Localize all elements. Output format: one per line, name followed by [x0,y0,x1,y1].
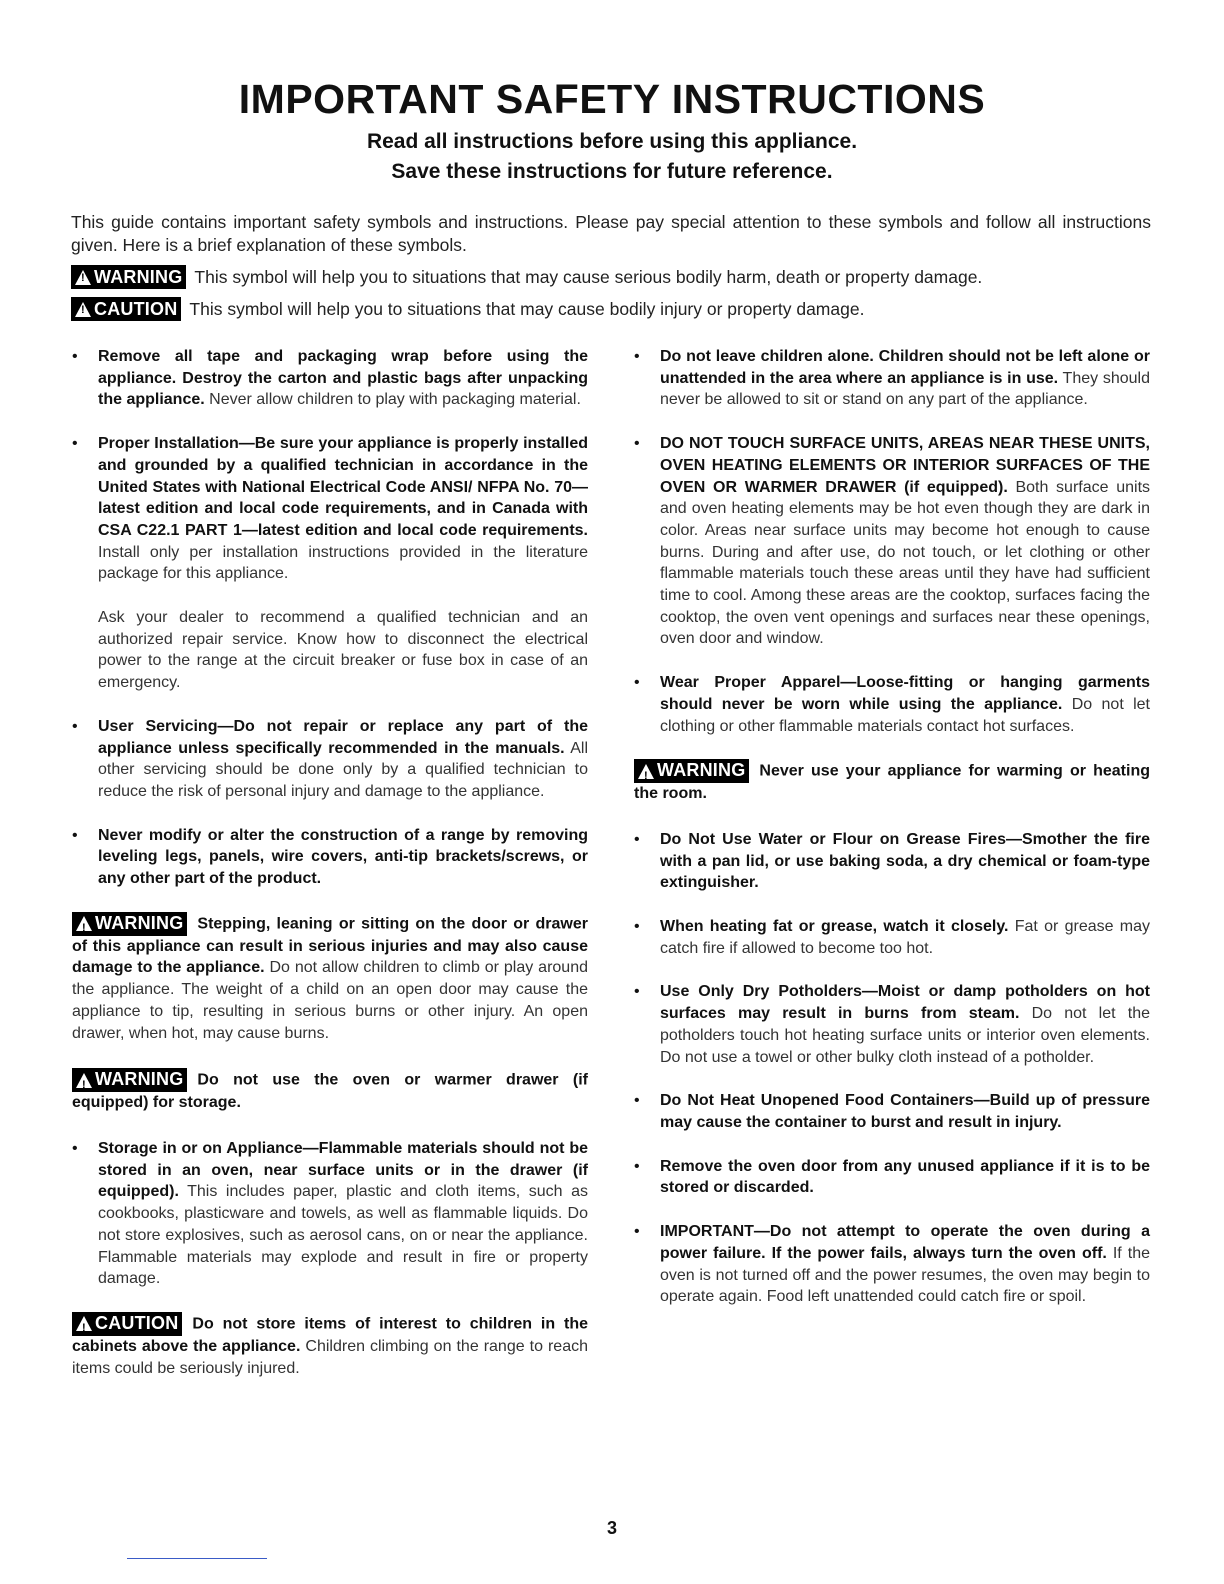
legend-text: This symbol will help you to situations that may cause bodily injury or property damage. [189,298,865,319]
bullet-item [72,433,588,694]
body-text: Do not allow children to climb or play around the appliance. The weight of a child on an open door may cause the appliance to tip, resulting in serious burns or other injury. An open drawer, when hot, may cause burns. [72,959,588,1042]
bullet-item [634,829,1150,894]
bullet-icon: • [72,435,78,453]
warning-badge [634,759,749,783]
bullet-item [72,1138,588,1290]
caution-notice [72,1312,588,1379]
bullet-item [72,346,588,411]
paragraph [660,1156,1150,1199]
warning-notice [634,759,1150,805]
paragraph [98,716,588,803]
bold-text: Remove all tape and packaging wrap before using the appliance. Destroy the carton and plastic bags after unpacking the appliance. [98,348,588,409]
body-text: Do not let the potholders touch hot heating surface units or interior oven elements. Do not use a towel or other bulky cloth instead of a potholder. [660,1005,1151,1066]
bullet-icon: • [634,435,640,453]
legend-warning [71,265,982,289]
bold-text: Never modify or alter the construction of a range by removing leveling legs, panels, wire covers, anti-tip brackets/screws, or any other part of the product. [98,826,588,888]
badge-label: WARNING [95,912,184,933]
body-text: Do not let clothing or other flammable materials contact hot surfaces. [660,695,1151,735]
bullet-item [634,433,1150,650]
paragraph [660,981,1150,1068]
body-text: All other servicing should be done only by a qualified technician to reduce the risk of personal injury and damage to the appliance. [98,739,589,800]
bold-text: Wear Proper Apparel—Loose-fitting or hanging garments should never be worn while using the appliance. [660,674,1150,713]
badge-label: CAUTION [94,298,178,319]
legend-text: This symbol will help you to situations that may cause serious bodily harm, death or property damage. [194,266,983,287]
subtitle-read: Read all instructions before using this appliance. [366,130,858,153]
subtitle-save: Save these instructions for future reference. [391,160,833,183]
paragraph [660,672,1150,737]
paragraph [634,759,1150,805]
bullet-item [634,981,1150,1068]
bold-text: When heating fat or grease, watch it closely. [660,918,1009,936]
bullet-icon: • [634,674,640,692]
paragraph [660,433,1150,650]
bullet-icon: • [72,826,78,844]
warning-notice [72,1068,588,1114]
caution-badge [72,1312,182,1336]
body-text: Ask your dealer to recommend a qualified technician and an authorized repair service. Know how to disconnect the electrical power to the range at the circuit breaker or fuse box in case of an emergency. [98,609,588,692]
badge-label: WARNING [657,760,746,781]
page-title: IMPORTANT SAFETY INSTRUCTIONS [238,76,986,122]
paragraph [660,346,1150,411]
bullet-icon: • [72,717,78,735]
body-text: Install only per installation instructions provided in the literature package for this appliance. [98,543,588,583]
paragraph [98,825,588,890]
bullet-item [72,825,588,890]
bullet-item [634,1156,1150,1199]
body-text: This includes paper, plastic and cloth items, such as cookbooks, plasticware and towels, as well as flammable liquids. Do not store explosives, such as aerosol cans, on or near the appliance. Flammable materials may explode and result in fire or property damage. [98,1183,588,1288]
warning-badge [72,1068,187,1092]
paragraph [72,1068,588,1114]
body-text: Children climbing on the range to reach items could be seriously injured. [72,1337,588,1377]
paragraph [98,433,588,585]
intro-paragraph: This guide contains important safety symbols and instructions. Please pay special attention to these symbols and follow all instructions given. Here is a brief explanation of these symbols. [71,212,1151,255]
warning-triangle-icon [75,270,91,285]
paragraph [98,346,588,411]
bullet-item [634,1090,1150,1133]
bullet-icon: • [634,983,640,1001]
warning-triangle-icon [76,1316,92,1331]
bold-text: Do not leave children alone. Children should not be left alone or unattended in the area where an appliance is in use. [660,348,1150,387]
bold-text: DO NOT TOUCH SURFACE UNITS, AREAS NEAR THESE UNITS, OVEN HEATING ELEMENTS OR INTERIOR SURFACES OF THE OVEN OR WARMER DRAWER (if equipped). [660,435,1150,496]
left-column [72,346,588,1403]
badge-label: CAUTION [95,1313,179,1334]
paragraph [660,1090,1150,1133]
right-column [634,346,1150,1330]
paragraph [660,829,1150,894]
warning-triangle-icon [638,764,654,779]
bullet-item [634,916,1150,959]
warning-notice [72,912,588,1045]
bold-text: Do not store items of interest to children in the cabinets above the appliance. [72,1315,588,1355]
paragraph [98,1138,588,1290]
bullet-item [634,346,1150,411]
warning-triangle-icon [75,302,91,317]
paragraph [98,607,588,694]
bold-text: Remove the oven door from any unused appliance if it is to be stored or discarded. [660,1157,1150,1197]
warning-triangle-icon [76,1073,92,1088]
bullet-icon: • [634,918,640,936]
badge-label: WARNING [95,1069,184,1090]
body-text: If the oven is not turned off and the power resumes, the oven may begin to operate again. Food left unattended could catch fire or spoil. [660,1244,1150,1306]
bullet-icon: • [634,1092,640,1110]
caution-badge [71,297,181,321]
bold-text: User Servicing—Do not repair or replace any part of the appliance unless specifically recommended in the manuals. [98,717,588,757]
bullet-item [634,672,1150,737]
warning-triangle-icon [76,916,92,931]
bold-text: Proper Installation—Be sure your appliance is properly installed and grounded by a qualified technician in accordance in the United States with National Electrical Code ANSI/ NFPA No. 70—latest edition and local code requirements, and in Canada with CSA C22.1 PART 1—latest edition and local code requirements. [98,435,588,539]
bold-text: Use Only Dry Potholders—Moist or damp potholders on hot surfaces may result in burns from steam. [660,983,1150,1023]
bold-text: Do not use the oven or warmer drawer (if equipped) for storage. [72,1071,588,1112]
bold-text: Do Not Heat Unopened Food Containers—Build up of pressure may cause the container to burst and result in injury. [660,1092,1150,1131]
body-text: Never allow children to play with packaging material. [204,391,581,409]
paragraph [660,1221,1150,1308]
bullet-icon: • [634,1223,640,1241]
bold-text: Do Not Use Water or Flour on Grease Fires—Smother the fire with a pan lid, or use baking soda, a dry chemical or foam-type extinguisher. [660,830,1150,892]
body-text: Both surface units and oven heating elements may be hot even though they are dark in color. Areas near surface units may become hot enough to cause burns. During and after use, do not touch, or let clothing or other flammable materials touch these areas until they have had sufficient time to cool. Among these areas are the cooktop, surfaces facing the cooktop, the oven vent openings and surfaces near these openings, oven door and window. [660,478,1151,648]
bullet-icon: • [634,1157,640,1175]
bullet-item [72,716,588,803]
body-text: They should never be allowed to sit or stand on any part of the appliance. [660,369,1150,409]
bullet-item [634,1221,1150,1308]
legend-caution [71,297,864,321]
bullet-icon: • [72,1139,78,1157]
badge-label: WARNING [94,266,183,287]
body-text: Fat or grease may catch fire if allowed to become too hot. [660,918,1150,957]
bullet-icon: • [634,348,640,365]
bullet-icon: • [72,348,78,365]
paragraph [660,916,1150,959]
footer-rule [127,1558,267,1559]
bold-text: Never use your appliance for warming or heating the room. [634,762,1150,803]
bold-text: IMPORTANT—Do not attempt to operate the oven during a power failure. If the power fails, always turn the oven off. [660,1223,1150,1262]
warning-badge [71,265,186,289]
page-number: 3 [606,1518,617,1538]
bold-text: Storage in or on Appliance—Flammable materials should not be stored in an oven, near surface units or in the drawer (if equipped). [98,1139,588,1201]
bold-text: Stepping, leaning or sitting on the door or drawer of this appliance can result in serious injuries and may also cause damage to the appliance. [72,915,588,977]
paragraph [72,912,588,1045]
warning-badge [72,912,187,936]
bullet-icon: • [634,830,640,848]
paragraph [72,1312,588,1379]
